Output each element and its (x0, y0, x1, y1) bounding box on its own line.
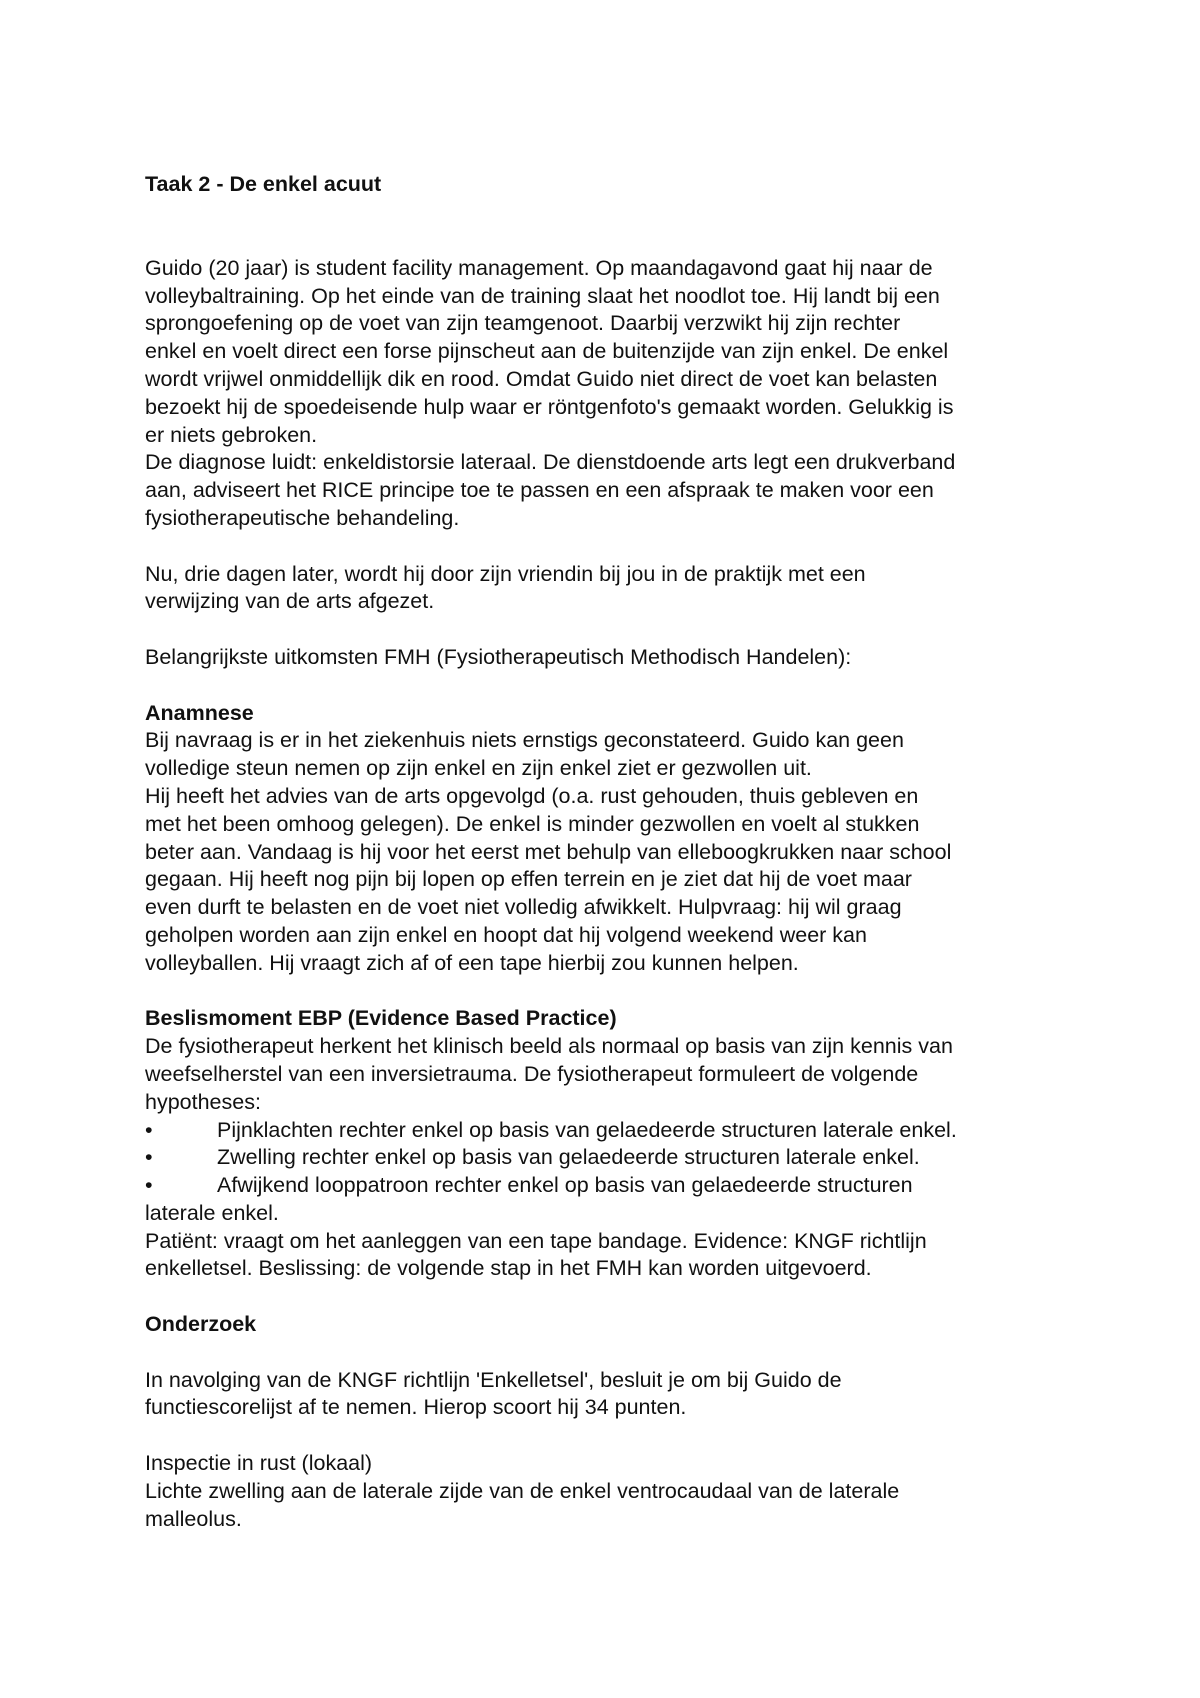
referral-paragraph: Nu, drie dagen later, wordt hij door zijn vriendin bij jou in de praktijk met een verwijzing van de arts afgezet. (145, 561, 866, 614)
bullet-symbol: • (145, 1173, 153, 1198)
hypothesis-bullet (145, 1144, 1075, 1172)
ebp-heading: Beslismoment EBP (Evidence Based Practice) (145, 1006, 617, 1031)
hypothesis-bullet (145, 1172, 1075, 1228)
ebp-conclusion: Patiënt: vraagt om het aanleggen van een tape bandage. Evidence: KNGF richtlijn enkelletsel. Beslissing: de volgende stap in het FMH kan worden uitgevoerd. (145, 1228, 927, 1281)
document-title: Taak 2 - De enkel acuut (145, 172, 382, 196)
hypothesis-bullet (145, 1117, 1075, 1145)
onderzoek-text: In navolging van de KNGF richtlijn 'Enkelletsel', besluit je om bij Guido de functiescorelijst af te nemen. Hierop scoort hij 34 punten. (145, 1367, 842, 1420)
onderzoek-heading: Onderzoek (145, 1312, 257, 1337)
bullet-symbol: • (145, 1117, 153, 1142)
inspectie-text: Lichte zwelling aan de laterale zijde van de enkel ventrocaudaal van de laterale malleolus. (145, 1478, 900, 1531)
hypothesis-text-continuation: laterale enkel. (145, 1200, 279, 1225)
hypothesis-text: Pijnklachten rechter enkel op basis van gelaedeerde structuren laterale enkel. (217, 1117, 957, 1142)
document-page (145, 171, 1075, 1533)
bullet-symbol: • (145, 1145, 153, 1170)
outcomes-intro: Belangrijkste uitkomsten FMH (Fysiotherapeutisch Methodisch Handelen): (145, 644, 852, 669)
inspectie-heading: Inspectie in rust (lokaal) (145, 1451, 373, 1476)
anamnese-heading: Anamnese (145, 700, 254, 725)
hypothesis-text: Zwelling rechter enkel op basis van gelaedeerde structuren laterale enkel. (217, 1145, 920, 1170)
hypothesis-text: Afwijkend looppatroon rechter enkel op basis van gelaedeerde structuren (217, 1173, 913, 1198)
anamnese-text: Bij navraag is er in het ziekenhuis niets ernstigs geconstateerd. Guido kan geen volledige steun nemen op zijn enkel en zijn enkel ziet er gezwollen uit. Hij heeft het advies van de arts opgevolgd (o.a. rust gehouden, thuis gebleven en met het been omhoog gelegen). De enkel is minder gezwollen en voelt al stukken beter aan. Vandaag is hij voor het eerst met behulp van elleboogkrukken naar school gegaan. Hij heeft nog pijn bij lopen op effen terrein en je ziet dat hij de voet maar even durft te belasten en de voet niet volledig afwikkelt. Hulpvraag: hij wil graag geholpen worden aan zijn enkel en hoopt dat hij volgend weekend weer kan volleyballen. Hij vraagt zich af of een tape hierbij zou kunnen helpen. (145, 728, 952, 975)
intro-paragraph: Guido (20 jaar) is student facility management. Op maandagavond gaat hij naar de volleybaltraining. Op het einde van de training slaat het noodlot toe. Hij landt bij een sprongoefening op de voet van zijn teamgenoot. Daarbij verzwikt hij zijn rechter enkel en voelt direct een forse pijnscheut aan de buitenzijde van zijn enkel. De enkel wordt vrijwel onmiddellijk dik en rood. Omdat Guido niet direct de voet kan belasten bezoekt hij de spoedeisende hulp waar er röntgenfoto's gemaakt worden. Gelukkig is er niets gebroken. De diagnose luidt: enkeldistorsie lateraal. De dienstdoende arts legt een drukverband aan, adviseert het RICE principe toe te passen en een afspraak te maken voor een fysiotherapeutische behandeling. (145, 255, 956, 530)
ebp-text: De fysiotherapeut herkent het klinisch beeld als normaal op basis van zijn kennis van weefselherstel van een inversietrauma. De fysiotherapeut formuleert de volgende hypotheses: (145, 1034, 953, 1114)
